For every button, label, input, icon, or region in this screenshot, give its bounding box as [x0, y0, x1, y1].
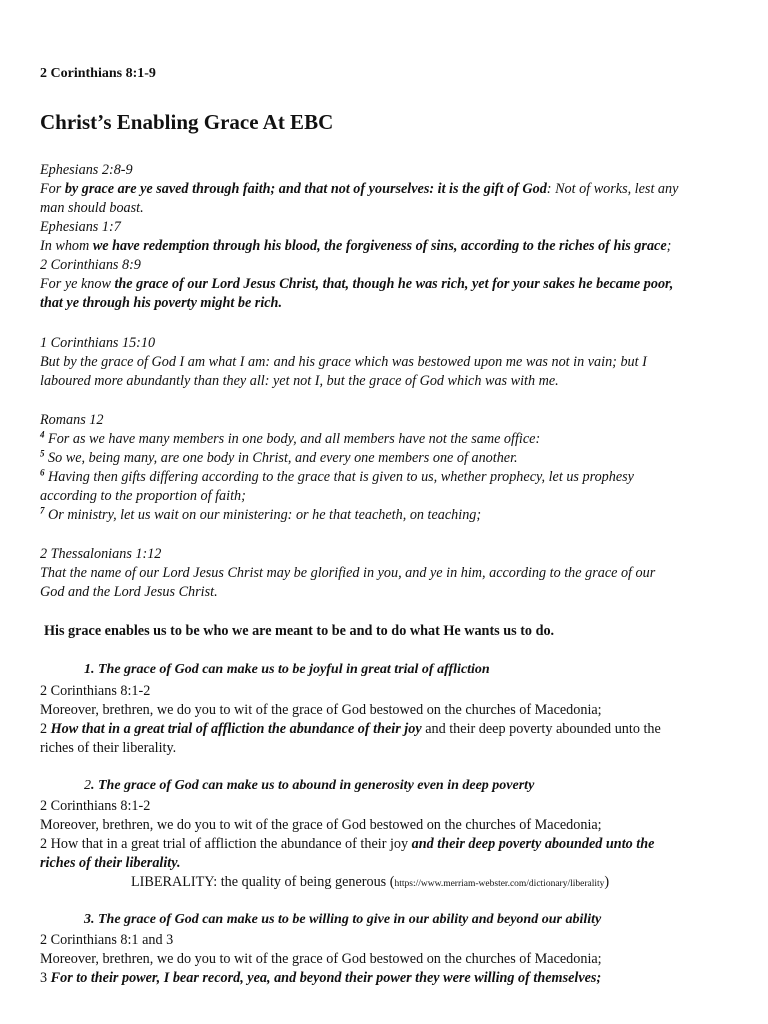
definition-link[interactable]: https://www.merriam-webster.com/dictionary/liberality: [394, 879, 605, 889]
romans12-v7: $^7$ Or ministry, let us wait on our ministering: or he that teacheth, on teaching;: [40, 505, 482, 523]
point1-heading: 1. The grace of God can make us to be joyful in great trial of affliction: [84, 662, 490, 677]
point1-v2: 2 How that in a great trial of affliction the abundance of their joy and their deep poverty abounded unto the: [40, 721, 661, 737]
intro-scriptures: [40, 161, 728, 313]
cor89-line1: For ye know the grace of our Lord Jesus Christ, that, though he was rich, yet for your sakes he became poor,: [40, 276, 674, 292]
thess-line1: That the name of our Lord Jesus Christ may be glorified in you, and ye in him, according to the grace of our: [40, 565, 656, 581]
cor89-ref: 2 Corinthians 8:9: [40, 257, 141, 273]
eph17-line: In whom we have redemption through his blood, the forgiveness of sins, according to the riches of his grace;: [40, 238, 672, 254]
point2-heading: 2. The grace of God can make us to abound in generosity even in deep poverty: [84, 778, 535, 793]
cor1510-line2: laboured more abundantly than they all: yet not I, but the grace of God which was with me.: [40, 373, 559, 389]
romans12-v6: $^6$ Having then gifts differing according to the grace that is given to us, whether prophecy, let us prophesy: [40, 467, 634, 485]
romans12-ref: Romans 12: [40, 412, 104, 428]
romans12-v4: $^4$ For as we have many members in one body, and all members have not the same office:: [40, 429, 541, 447]
point3-ref: 2 Corinthians 8:1 and 3: [40, 932, 174, 948]
thess-block: [40, 545, 728, 602]
eph28-line1: For by grace are ye saved through faith; and that not of yourselves: it is the gift of God: Not of works, lest any: [40, 181, 679, 197]
romans12-block: [40, 411, 728, 525]
point3-v3: 3 For to their power, I bear record, yea, and beyond their power they were willing of themselves;: [40, 970, 602, 986]
point3-heading: 3. The grace of God can make us to be willing to give in our ability and beyond our ability: [84, 912, 602, 927]
passage-reference: 2 Corinthians 8:1-9: [40, 66, 156, 81]
point1-v2-cont: riches of their liberality.: [40, 740, 177, 756]
cor1510-block: [40, 334, 728, 391]
point2-body: [40, 797, 728, 873]
eph17-ref: Ephesians 1:7: [40, 219, 121, 235]
point1-ref: 2 Corinthians 8:1-2: [40, 683, 151, 699]
point1-body: [40, 682, 728, 758]
point2-v2-cont: riches of their liberality.: [40, 855, 181, 871]
romans12-v5: $^5$ So we, being many, are one body in Christ, and every one members one of another.: [40, 448, 518, 466]
cor89-line2: that ye through his poverty might be rich.: [40, 295, 282, 311]
point2-v2: 2 How that in a great trial of affliction the abundance of their joy and their deep poverty abounded unto the: [40, 836, 655, 852]
cor1510-ref: 1 Corinthians 15:10: [40, 335, 156, 351]
thess-ref: 2 Thessalonians 1:12: [40, 546, 162, 562]
point2-v1: Moreover, brethren, we do you to wit of the grace of God bestowed on the churches of Macedonia;: [40, 817, 602, 833]
point3-v1: Moreover, brethren, we do you to wit of the grace of God bestowed on the churches of Macedonia;: [40, 951, 602, 967]
romans12-v6-cont: according to the proportion of faith;: [40, 488, 246, 504]
liberality-definition: LIBERALITY: the quality of being generous (https://www.merriam-webster.com/dictionary/liberality): [131, 874, 610, 890]
thess-line2: God and the Lord Jesus Christ.: [40, 584, 218, 600]
sermon-title: Christ’s Enabling Grace At EBC: [40, 110, 334, 134]
main-statement: His grace enables us to be who we are meant to be and to do what He wants us to do.: [44, 623, 555, 639]
point2-ref: 2 Corinthians 8:1-2: [40, 798, 151, 814]
eph28-ref: Ephesians 2:8-9: [40, 162, 133, 178]
cor1510-line1: But by the grace of God I am what I am: and his grace which was bestowed upon me was not in vain; but I: [40, 354, 647, 370]
point1-v1: Moreover, brethren, we do you to wit of the grace of God bestowed on the churches of Macedonia;: [40, 702, 602, 718]
eph28-line2: man should boast.: [40, 200, 144, 216]
point3-body: [40, 931, 728, 988]
